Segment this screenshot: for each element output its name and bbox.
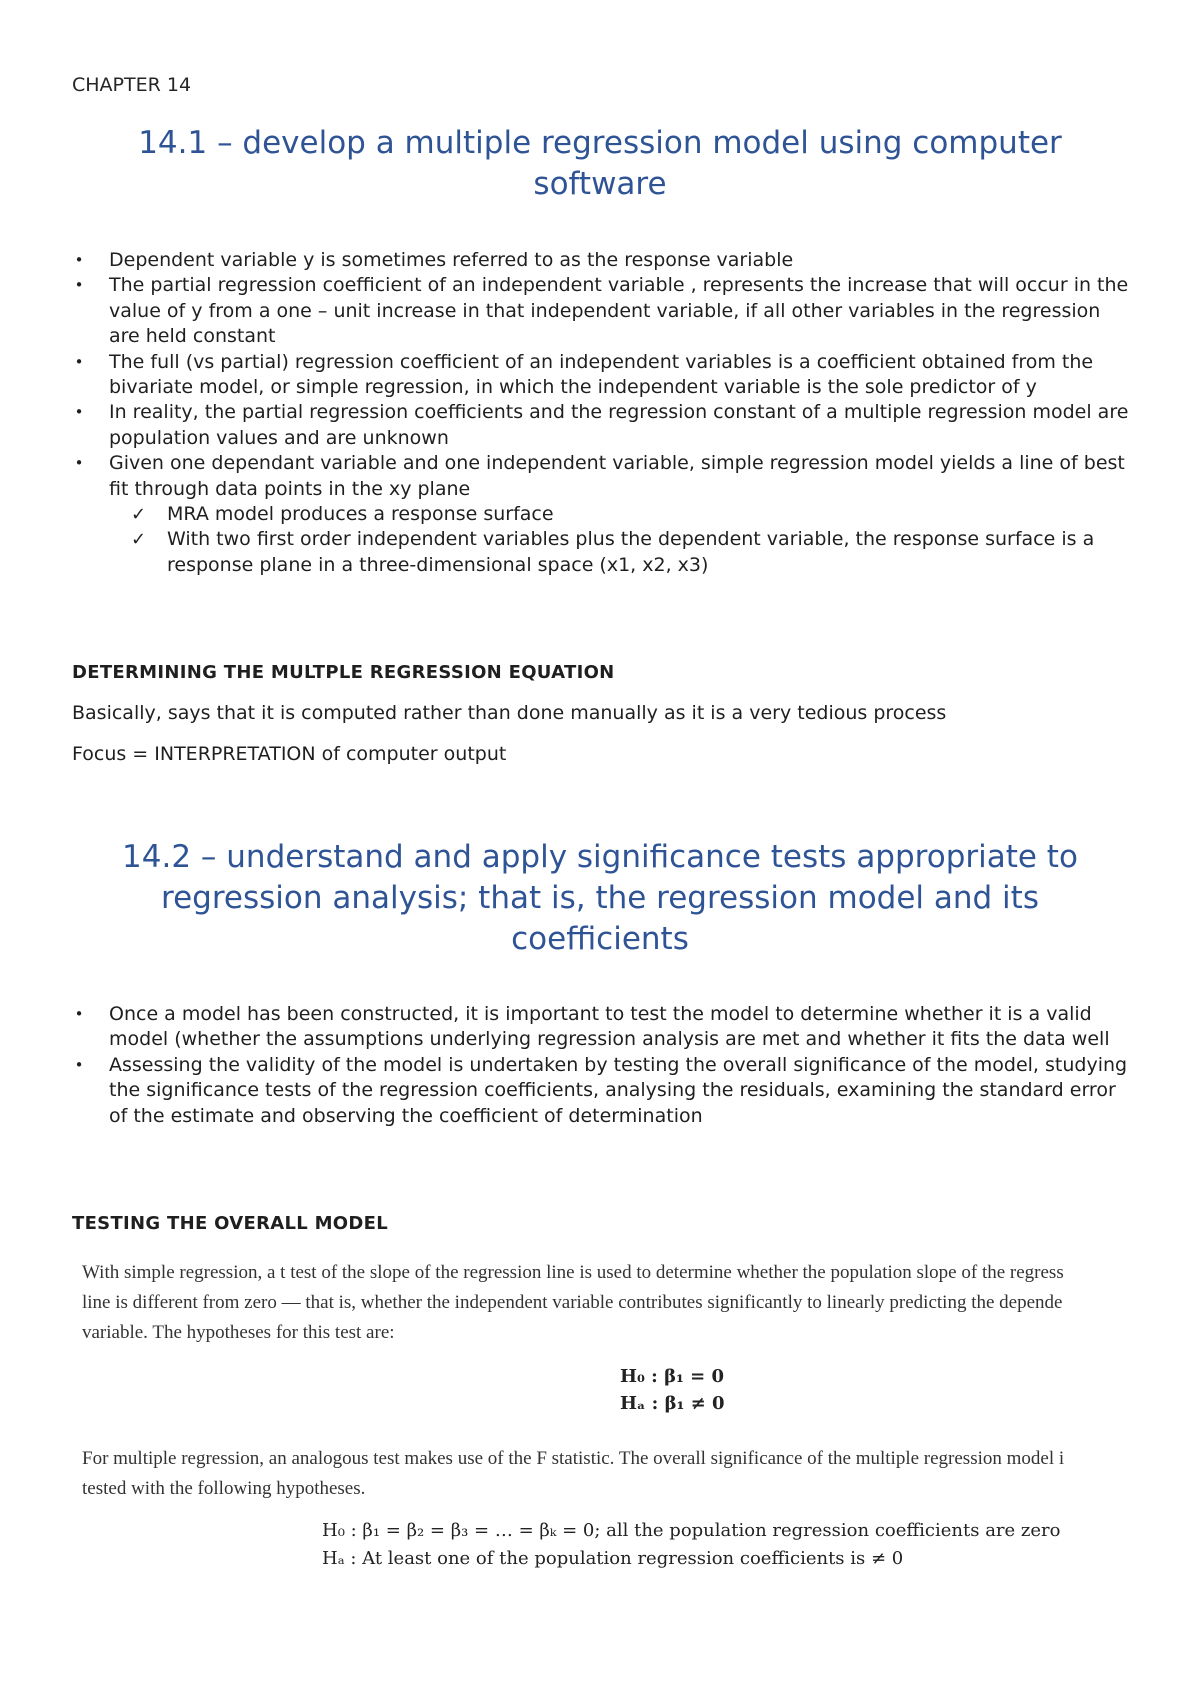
list-item xyxy=(72,451,1132,578)
list-item-text: The full (vs partial) regression coefficient of an independent variables is a coefficient obtained from the bivariate model, or simple regression, in which the independent variable is the sole predictor of y xyxy=(109,350,1094,399)
excerpt-line: With simple regression, a t test of the slope of the regression line is used to determine whether the population slope of the regress xyxy=(82,1262,1064,1283)
section-2-bullet-list xyxy=(72,1002,1132,1129)
checkmark-icon: ✓ xyxy=(131,529,147,551)
subheading-testing-overall-model: TESTING THE OVERALL MODEL xyxy=(72,1213,388,1234)
sub-list-item-text: MRA model produces a response surface xyxy=(167,503,554,526)
list-item xyxy=(72,1002,1132,1053)
bullet-icon: • xyxy=(74,276,84,295)
checkmark-icon: ✓ xyxy=(131,504,147,526)
section-2-heading-line1: 14.2 – understand and apply significance tests appropriate to xyxy=(122,839,1078,875)
list-item-text: Once a model has been constructed, it is important to test the model to determine whether it is a valid model (whether the assumptions underlying regression analysis are met and whether it fits the data well xyxy=(109,1003,1110,1051)
excerpt-line: For multiple regression, an analogous test makes use of the F statistic. The overall significance of the multiple regression model i xyxy=(82,1448,1065,1469)
bullet-icon: • xyxy=(74,251,84,269)
list-item-text: Assessing the validity of the model is undertaken by testing the overall significance of the model, studying the significance tests of the regression coefficients, analysing the residuals, examining the standard error of the estimate and observing the coefficient of determination xyxy=(109,1053,1128,1127)
sub-bullet-list xyxy=(109,502,1132,578)
bullet-icon: • xyxy=(74,1005,84,1023)
section-1-heading-line1: 14.1 – develop a multiple regression model using computer xyxy=(138,125,1062,161)
list-item-text: In reality, the partial regression coefficients and the regression constant of a multiple regression model are population values and are unknown xyxy=(109,401,1129,449)
excerpt-line: line is different from zero — that is, whether the independent variable contributes significantly to linearly predicting the depende xyxy=(82,1292,1063,1313)
excerpt-line: tested with the following hypotheses. xyxy=(82,1478,366,1499)
bullet-icon: • xyxy=(74,403,84,422)
section-2-heading-line3: coefficients xyxy=(511,921,689,957)
bullet-icon: • xyxy=(74,454,84,473)
sub-list-item xyxy=(109,527,1132,578)
alternative-hypothesis-simple: Hₐ : β₁ ≠ 0 xyxy=(620,1393,725,1414)
section-1-bullet-list xyxy=(72,248,1132,578)
list-item-text: Dependent variable y is sometimes referred to as the response variable xyxy=(109,249,794,271)
null-hypothesis-simple: H₀ : β₁ = 0 xyxy=(620,1366,725,1387)
list-item xyxy=(72,273,1132,349)
alternative-hypothesis-multiple: Hₐ : At least one of the population regression coefficients is ≠ 0 xyxy=(322,1548,904,1569)
list-item xyxy=(72,400,1132,451)
null-hypothesis-multiple: H₀ : β₁ = β₂ = β₃ = … = βₖ = 0; all the population regression coefficients are zero xyxy=(322,1520,1061,1541)
textbook-excerpt-image xyxy=(82,1262,1200,1582)
section-1-heading-line2: software xyxy=(533,166,667,202)
subheading-determining-equation: DETERMINING THE MULTPLE REGRESSION EQUATION xyxy=(72,662,615,683)
sub-list-item-text: With two first order independent variables plus the dependent variable, the response surface is a response plane in a three-dimensional space (x1, x2, x3) xyxy=(167,528,1095,576)
list-item xyxy=(72,350,1132,401)
section-1-heading xyxy=(72,123,1128,205)
list-item xyxy=(72,248,1132,273)
paragraph-focus: Focus = INTERPRETATION of computer output xyxy=(72,743,507,765)
paragraph-computed: Basically, says that it is computed rather than done manually as it is a very tedious process xyxy=(72,702,947,724)
list-item xyxy=(72,1053,1132,1129)
bullet-icon: • xyxy=(74,1055,84,1074)
list-item-text: The partial regression coefficient of an independent variable , represents the increase that will occur in the value of y from a one – unit increase in that independent variable, if all other variables in the regression are held constant xyxy=(109,274,1129,348)
section-2-heading-line2: regression analysis; that is, the regression model and its xyxy=(161,880,1039,916)
bullet-icon: • xyxy=(74,352,84,371)
excerpt-line: variable. The hypotheses for this test are: xyxy=(82,1322,395,1343)
list-item-text: Given one dependant variable and one independent variable, simple regression model yields a line of best fit through data points in the xy plane xyxy=(109,452,1125,500)
sub-list-item xyxy=(109,502,1132,527)
section-2-heading xyxy=(72,837,1128,960)
chapter-label: CHAPTER 14 xyxy=(72,74,192,96)
